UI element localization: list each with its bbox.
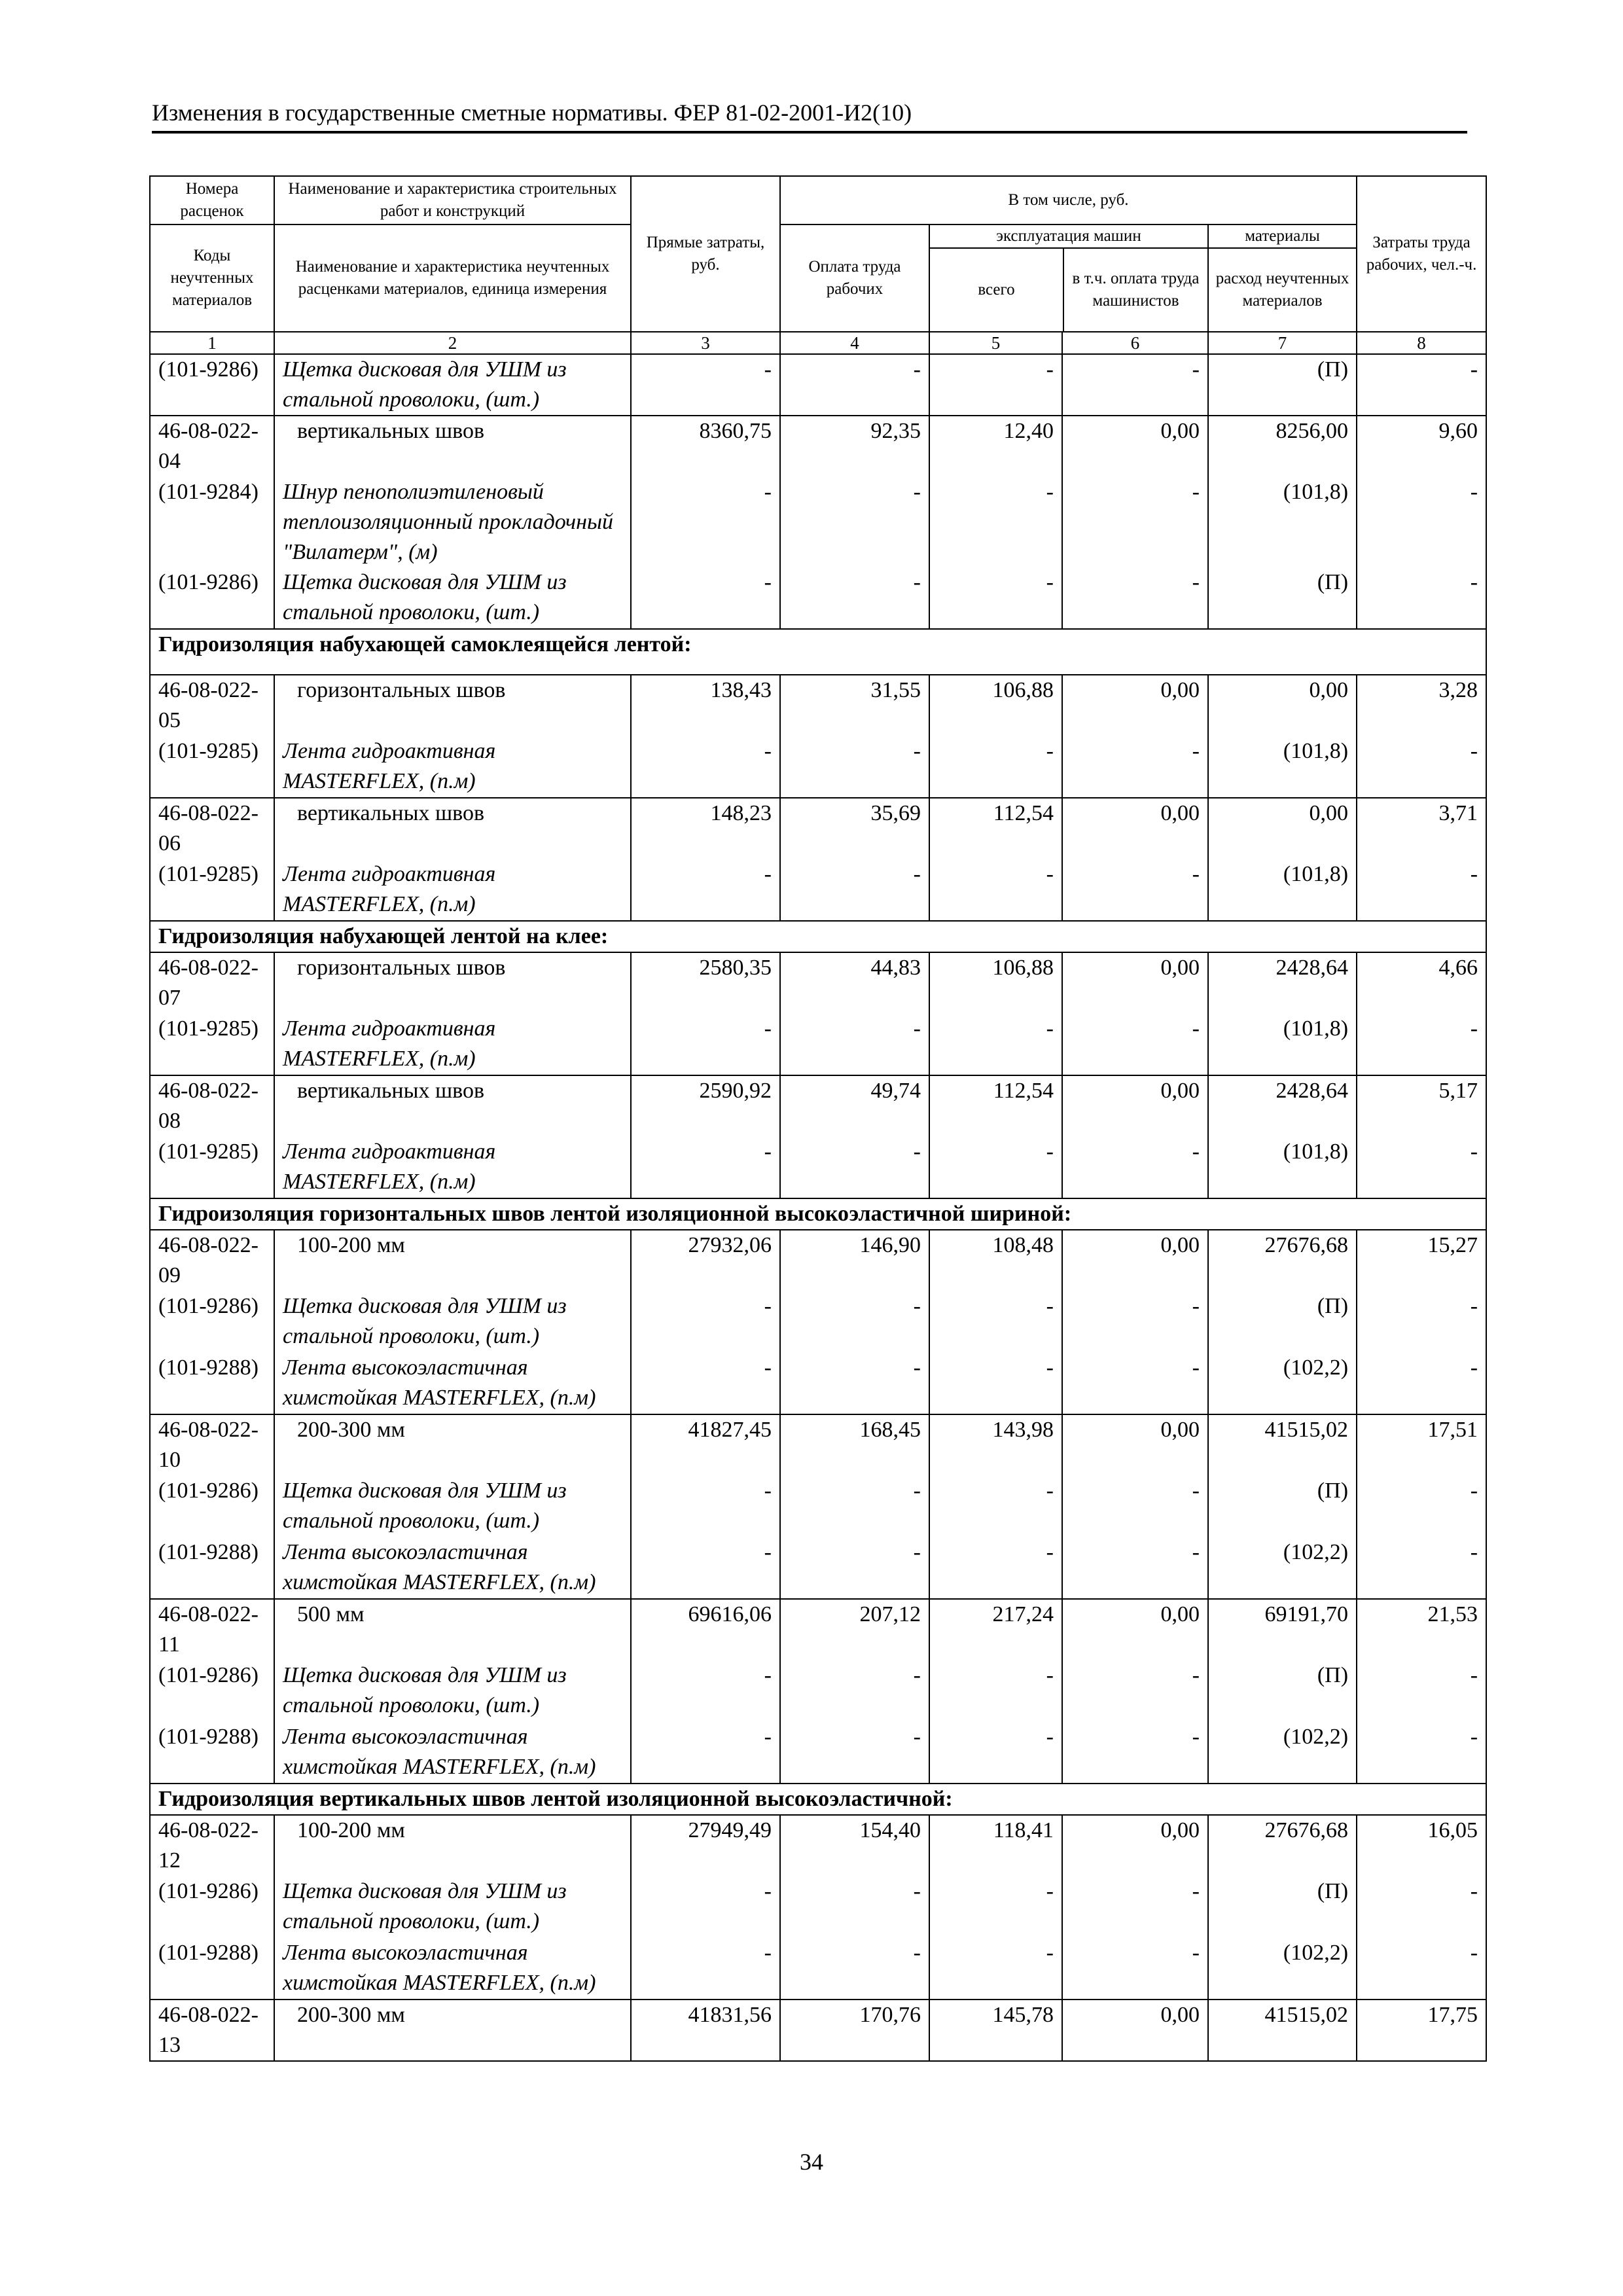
material-code: (101-9286): [150, 567, 274, 629]
col-rate-number-header: Номера расценок: [150, 176, 274, 224]
material-code: (101-9288): [150, 1353, 274, 1414]
section-title: Гидроизоляция горизонтальных швов лентой изоляционной высокоэластичной шириной:: [150, 1198, 1486, 1230]
value-cell: 0,00: [1062, 1075, 1208, 1137]
material-code: (101-9286): [150, 1476, 274, 1537]
col-including-header: В том числе, руб.: [780, 176, 1357, 224]
work-name: 100-200 мм: [274, 1230, 631, 1291]
value-cell: (101,8): [1208, 1014, 1357, 1075]
value-cell: -: [1357, 567, 1486, 629]
col-machines-header: [929, 224, 1208, 332]
value-cell: 44,83: [780, 952, 929, 1014]
value-cell: 138,43: [631, 675, 780, 736]
material-row: [150, 1537, 1486, 1599]
rate-row: [150, 675, 1486, 736]
value-cell: 35,69: [780, 798, 929, 859]
value-cell: 0,00: [1062, 1599, 1208, 1660]
material-row: [150, 1353, 1486, 1414]
value-cell: 8360,75: [631, 416, 780, 477]
value-cell: -: [929, 1722, 1062, 1784]
value-cell: 146,90: [780, 1230, 929, 1291]
material-code: (101-9288): [150, 1722, 274, 1784]
value-cell: 27949,49: [631, 1815, 780, 1876]
material-code: (101-9285): [150, 859, 274, 921]
value-cell: 0,00: [1062, 416, 1208, 477]
work-name: вертикальных швов: [274, 1075, 631, 1137]
value-cell: -: [631, 1537, 780, 1599]
value-cell: -: [1357, 1938, 1486, 2000]
rate-row: [150, 416, 1486, 477]
value-cell: 0,00: [1062, 798, 1208, 859]
section-row: [150, 1784, 1486, 1815]
col-number: 8: [1357, 332, 1486, 354]
material-name: Щетка дисковая для УШМ из стальной проволоки, (шт.): [274, 1476, 631, 1537]
value-cell: 27676,68: [1208, 1230, 1357, 1291]
col-labor-hours-header: Затраты труда рабочих, чел.-ч.: [1357, 176, 1486, 332]
value-cell: -: [1357, 1137, 1486, 1198]
value-cell: -: [780, 1014, 929, 1075]
work-name: 500 мм: [274, 1599, 631, 1660]
value-cell: 0,00: [1062, 675, 1208, 736]
value-cell: -: [1357, 1476, 1486, 1537]
value-cell: -: [631, 1014, 780, 1075]
material-row: [150, 354, 1486, 416]
section-title: Гидроизоляция набухающей лентой на клее:: [150, 921, 1486, 952]
value-cell: 69191,70: [1208, 1599, 1357, 1660]
value-cell: 0,00: [1062, 952, 1208, 1014]
material-name: Щетка дисковая для УШМ из стальной проволоки, (шт.): [274, 1291, 631, 1353]
value-cell: 2428,64: [1208, 952, 1357, 1014]
rate-row: [150, 1075, 1486, 1137]
value-cell: 0,00: [1208, 675, 1357, 736]
rate-code: 46-08-022-13: [150, 2000, 274, 2061]
material-code: (101-9288): [150, 1938, 274, 2000]
col-number: 2: [274, 332, 631, 354]
material-code: (101-9286): [150, 1660, 274, 1722]
value-cell: -: [929, 567, 1062, 629]
value-cell: 145,78: [929, 2000, 1062, 2061]
value-cell: -: [780, 1137, 929, 1198]
value-cell: -: [1062, 567, 1208, 629]
value-cell: 0,00: [1062, 1815, 1208, 1876]
material-code: (101-9285): [150, 1137, 274, 1198]
page-number: 34: [800, 2149, 823, 2175]
value-cell: -: [929, 1353, 1062, 1414]
value-cell: 8256,00: [1208, 416, 1357, 477]
value-cell: -: [631, 1291, 780, 1353]
value-cell: -: [1357, 736, 1486, 798]
work-name: 100-200 мм: [274, 1815, 631, 1876]
material-row: [150, 1137, 1486, 1198]
value-cell: -: [780, 1938, 929, 2000]
material-row: [150, 1938, 1486, 2000]
value-cell: -: [631, 477, 780, 567]
value-cell: -: [780, 567, 929, 629]
material-name: Щетка дисковая для УШМ из стальной проволоки, (шт.): [274, 354, 631, 416]
rate-code: 46-08-022-09: [150, 1230, 274, 1291]
section-row: [150, 921, 1486, 952]
value-cell: (101,8): [1208, 736, 1357, 798]
material-name: Лента гидроактивная MASTERFLEX, (п.м): [274, 736, 631, 798]
work-name: 200-300 мм: [274, 1414, 631, 1476]
material-row: [150, 1660, 1486, 1722]
rate-code: 46-08-022-07: [150, 952, 274, 1014]
section-title: Гидроизоляция набухающей самоклеящейся лентой:: [150, 629, 1486, 675]
material-row: [150, 567, 1486, 629]
rate-row: [150, 1599, 1486, 1660]
rate-row: [150, 2000, 1486, 2061]
value-cell: -: [631, 567, 780, 629]
value-cell: -: [780, 1291, 929, 1353]
value-cell: -: [780, 736, 929, 798]
value-cell: -: [929, 1137, 1062, 1198]
value-cell: -: [1357, 1660, 1486, 1722]
value-cell: -: [1357, 1876, 1486, 1938]
value-cell: -: [780, 1876, 929, 1938]
material-name: Лента высокоэластичная химстойкая MASTERFLEX, (п.м): [274, 1938, 631, 2000]
value-cell: 2580,35: [631, 952, 780, 1014]
col-direct-cost-header: Прямые затраты, руб.: [631, 176, 780, 332]
value-cell: -: [631, 354, 780, 416]
value-cell: -: [1062, 477, 1208, 567]
col-number: 1: [150, 332, 274, 354]
value-cell: 0,00: [1062, 1230, 1208, 1291]
work-name: вертикальных швов: [274, 416, 631, 477]
value-cell: -: [780, 477, 929, 567]
value-cell: -: [631, 1476, 780, 1537]
rate-code: 46-08-022-06: [150, 798, 274, 859]
rate-code: 46-08-022-11: [150, 1599, 274, 1660]
col-number: 7: [1208, 332, 1357, 354]
value-cell: -: [929, 1938, 1062, 2000]
material-name: Шнур пенополиэтиленовый теплоизоляционный прокладочный "Вилатерм", (м): [274, 477, 631, 567]
value-cell: 21,53: [1357, 1599, 1486, 1660]
material-row: [150, 736, 1486, 798]
col-material-consumption-header: расход неучтенных материалов: [1215, 270, 1349, 310]
value-cell: (П): [1208, 567, 1357, 629]
rates-table: [149, 175, 1487, 2062]
value-cell: -: [1357, 1353, 1486, 1414]
section-row: [150, 629, 1486, 675]
value-cell: 17,51: [1357, 1414, 1486, 1476]
material-name: Щетка дисковая для УШМ из стальной проволоки, (шт.): [274, 1876, 631, 1938]
value-cell: -: [780, 354, 929, 416]
col-number: 3: [631, 332, 780, 354]
value-cell: 15,27: [1357, 1230, 1486, 1291]
material-name: Щетка дисковая для УШМ из стальной проволоки, (шт.): [274, 567, 631, 629]
value-cell: -: [780, 1537, 929, 1599]
value-cell: 108,48: [929, 1230, 1062, 1291]
value-cell: -: [1062, 859, 1208, 921]
col-number: 6: [1062, 332, 1208, 354]
value-cell: -: [631, 1660, 780, 1722]
material-code: (101-9285): [150, 736, 274, 798]
value-cell: 170,76: [780, 2000, 929, 2061]
material-name: Лента высокоэластичная химстойкая MASTERFLEX, (п.м): [274, 1537, 631, 1599]
value-cell: (102,2): [1208, 1353, 1357, 1414]
value-cell: -: [1357, 859, 1486, 921]
material-row: [150, 1722, 1486, 1784]
rate-code: 46-08-022-04: [150, 416, 274, 477]
value-cell: 4,66: [1357, 952, 1486, 1014]
table-head: [150, 176, 1486, 354]
material-name: Лента гидроактивная MASTERFLEX, (п.м): [274, 1137, 631, 1198]
value-cell: (П): [1208, 1660, 1357, 1722]
value-cell: 41831,56: [631, 2000, 780, 2061]
material-name: Лента гидроактивная MASTERFLEX, (п.м): [274, 859, 631, 921]
material-name: Лента гидроактивная MASTERFLEX, (п.м): [274, 1014, 631, 1075]
value-cell: -: [1357, 1537, 1486, 1599]
value-cell: 2590,92: [631, 1075, 780, 1137]
value-cell: -: [1062, 736, 1208, 798]
value-cell: -: [1357, 354, 1486, 416]
material-name: Лента высокоэластичная химстойкая MASTERFLEX, (п.м): [274, 1353, 631, 1414]
material-name: Щетка дисковая для УШМ из стальной проволоки, (шт.): [274, 1660, 631, 1722]
col-operator-pay-header: в т.ч. оплата труда машинистов: [1072, 270, 1200, 310]
value-cell: (101,8): [1208, 859, 1357, 921]
material-row: [150, 1476, 1486, 1537]
value-cell: -: [1357, 1014, 1486, 1075]
value-cell: 154,40: [780, 1815, 929, 1876]
value-cell: 112,54: [929, 1075, 1062, 1137]
rate-code: 46-08-022-12: [150, 1815, 274, 1876]
value-cell: -: [929, 1476, 1062, 1537]
material-row: [150, 477, 1486, 567]
value-cell: -: [631, 1137, 780, 1198]
value-cell: 16,05: [1357, 1815, 1486, 1876]
value-cell: -: [929, 1876, 1062, 1938]
machines-group-label: эксплуатация машин: [930, 225, 1207, 249]
value-cell: -: [1062, 1876, 1208, 1938]
value-cell: -: [929, 477, 1062, 567]
value-cell: 27676,68: [1208, 1815, 1357, 1876]
material-code: (101-9286): [150, 1876, 274, 1938]
value-cell: 49,74: [780, 1075, 929, 1137]
value-cell: -: [780, 1476, 929, 1537]
value-cell: 3,28: [1357, 675, 1486, 736]
rate-row: [150, 798, 1486, 859]
value-cell: 41515,02: [1208, 2000, 1357, 2061]
value-cell: 69616,06: [631, 1599, 780, 1660]
work-name: горизонтальных швов: [274, 952, 631, 1014]
value-cell: -: [631, 1876, 780, 1938]
value-cell: 112,54: [929, 798, 1062, 859]
value-cell: 0,00: [1062, 2000, 1208, 2061]
value-cell: -: [929, 1660, 1062, 1722]
work-name: 200-300 мм: [274, 2000, 631, 2061]
col-material-code-header: Коды неучтенных материалов: [150, 224, 274, 332]
rate-code: 46-08-022-10: [150, 1414, 274, 1476]
value-cell: (102,2): [1208, 1537, 1357, 1599]
value-cell: 143,98: [929, 1414, 1062, 1476]
value-cell: -: [631, 736, 780, 798]
value-cell: (101,8): [1208, 477, 1357, 567]
col-number: 5: [929, 332, 1062, 354]
col-material-name-header: Наименование и характеристика неучтенных расценками материалов, единица измерения: [274, 224, 631, 332]
value-cell: -: [631, 859, 780, 921]
value-cell: 106,88: [929, 675, 1062, 736]
value-cell: 217,24: [929, 1599, 1062, 1660]
material-name: Лента высокоэластичная химстойкая MASTERFLEX, (п.м): [274, 1722, 631, 1784]
value-cell: (102,2): [1208, 1722, 1357, 1784]
material-row: [150, 1014, 1486, 1075]
rate-row: [150, 1230, 1486, 1291]
work-name: горизонтальных швов: [274, 675, 631, 736]
value-cell: 207,12: [780, 1599, 929, 1660]
value-cell: (101,8): [1208, 1137, 1357, 1198]
value-cell: -: [929, 736, 1062, 798]
work-name: вертикальных швов: [274, 798, 631, 859]
col-materials-header: [1208, 224, 1357, 332]
value-cell: 0,00: [1208, 798, 1357, 859]
value-cell: -: [1062, 1014, 1208, 1075]
col-machines-total-header: всего: [930, 249, 1064, 331]
value-cell: -: [929, 1291, 1062, 1353]
value-cell: -: [631, 1722, 780, 1784]
value-cell: (П): [1208, 1876, 1357, 1938]
value-cell: 3,71: [1357, 798, 1486, 859]
col-work-name-header: Наименование и характеристика строительных работ и конструкций: [274, 176, 631, 224]
value-cell: 0,00: [1062, 1414, 1208, 1476]
value-cell: 148,23: [631, 798, 780, 859]
value-cell: -: [1357, 1722, 1486, 1784]
value-cell: 12,40: [929, 416, 1062, 477]
col-number: 4: [780, 332, 929, 354]
value-cell: -: [1357, 1291, 1486, 1353]
value-cell: -: [1062, 354, 1208, 416]
value-cell: -: [1062, 1353, 1208, 1414]
material-code: (101-9285): [150, 1014, 274, 1075]
value-cell: -: [1062, 1137, 1208, 1198]
value-cell: (П): [1208, 1476, 1357, 1537]
material-code: (101-9286): [150, 1291, 274, 1353]
value-cell: 9,60: [1357, 416, 1486, 477]
col-worker-pay-header: Оплата труда рабочих: [780, 224, 929, 332]
value-cell: 31,55: [780, 675, 929, 736]
material-row: [150, 1291, 1486, 1353]
value-cell: 41827,45: [631, 1414, 780, 1476]
value-cell: 118,41: [929, 1815, 1062, 1876]
materials-group-label: материалы: [1209, 225, 1356, 249]
value-cell: -: [929, 1014, 1062, 1075]
section-title: Гидроизоляция вертикальных швов лентой изоляционной высокоэластичной:: [150, 1784, 1486, 1815]
value-cell: -: [1062, 1938, 1208, 2000]
value-cell: -: [1062, 1291, 1208, 1353]
material-code: (101-9288): [150, 1537, 274, 1599]
document-header: Изменения в государственные сметные нормативы. ФЕР 81-02-2001-И2(10): [152, 98, 1467, 134]
rate-row: [150, 1414, 1486, 1476]
value-cell: 168,45: [780, 1414, 929, 1476]
table-body: [150, 354, 1486, 2061]
value-cell: -: [929, 859, 1062, 921]
rate-row: [150, 1815, 1486, 1876]
value-cell: 17,75: [1357, 2000, 1486, 2061]
value-cell: 27932,06: [631, 1230, 780, 1291]
rate-row: [150, 952, 1486, 1014]
value-cell: -: [1062, 1537, 1208, 1599]
value-cell: 92,35: [780, 416, 929, 477]
rate-code: 46-08-022-05: [150, 675, 274, 736]
value-cell: -: [1062, 1476, 1208, 1537]
value-cell: -: [1357, 477, 1486, 567]
value-cell: (П): [1208, 1291, 1357, 1353]
value-cell: -: [631, 1938, 780, 2000]
value-cell: -: [780, 1353, 929, 1414]
material-row: [150, 1876, 1486, 1938]
section-row: [150, 1198, 1486, 1230]
value-cell: -: [1062, 1660, 1208, 1722]
value-cell: -: [929, 1537, 1062, 1599]
value-cell: 5,17: [1357, 1075, 1486, 1137]
value-cell: (П): [1208, 354, 1357, 416]
value-cell: -: [780, 1722, 929, 1784]
value-cell: 106,88: [929, 952, 1062, 1014]
material-row: [150, 859, 1486, 921]
value-cell: 2428,64: [1208, 1075, 1357, 1137]
material-code: (101-9286): [150, 354, 274, 416]
value-cell: -: [780, 1660, 929, 1722]
material-code: (101-9284): [150, 477, 274, 567]
value-cell: -: [780, 859, 929, 921]
value-cell: (102,2): [1208, 1938, 1357, 2000]
value-cell: -: [929, 354, 1062, 416]
value-cell: -: [1062, 1722, 1208, 1784]
value-cell: 41515,02: [1208, 1414, 1357, 1476]
value-cell: -: [631, 1353, 780, 1414]
rate-code: 46-08-022-08: [150, 1075, 274, 1137]
